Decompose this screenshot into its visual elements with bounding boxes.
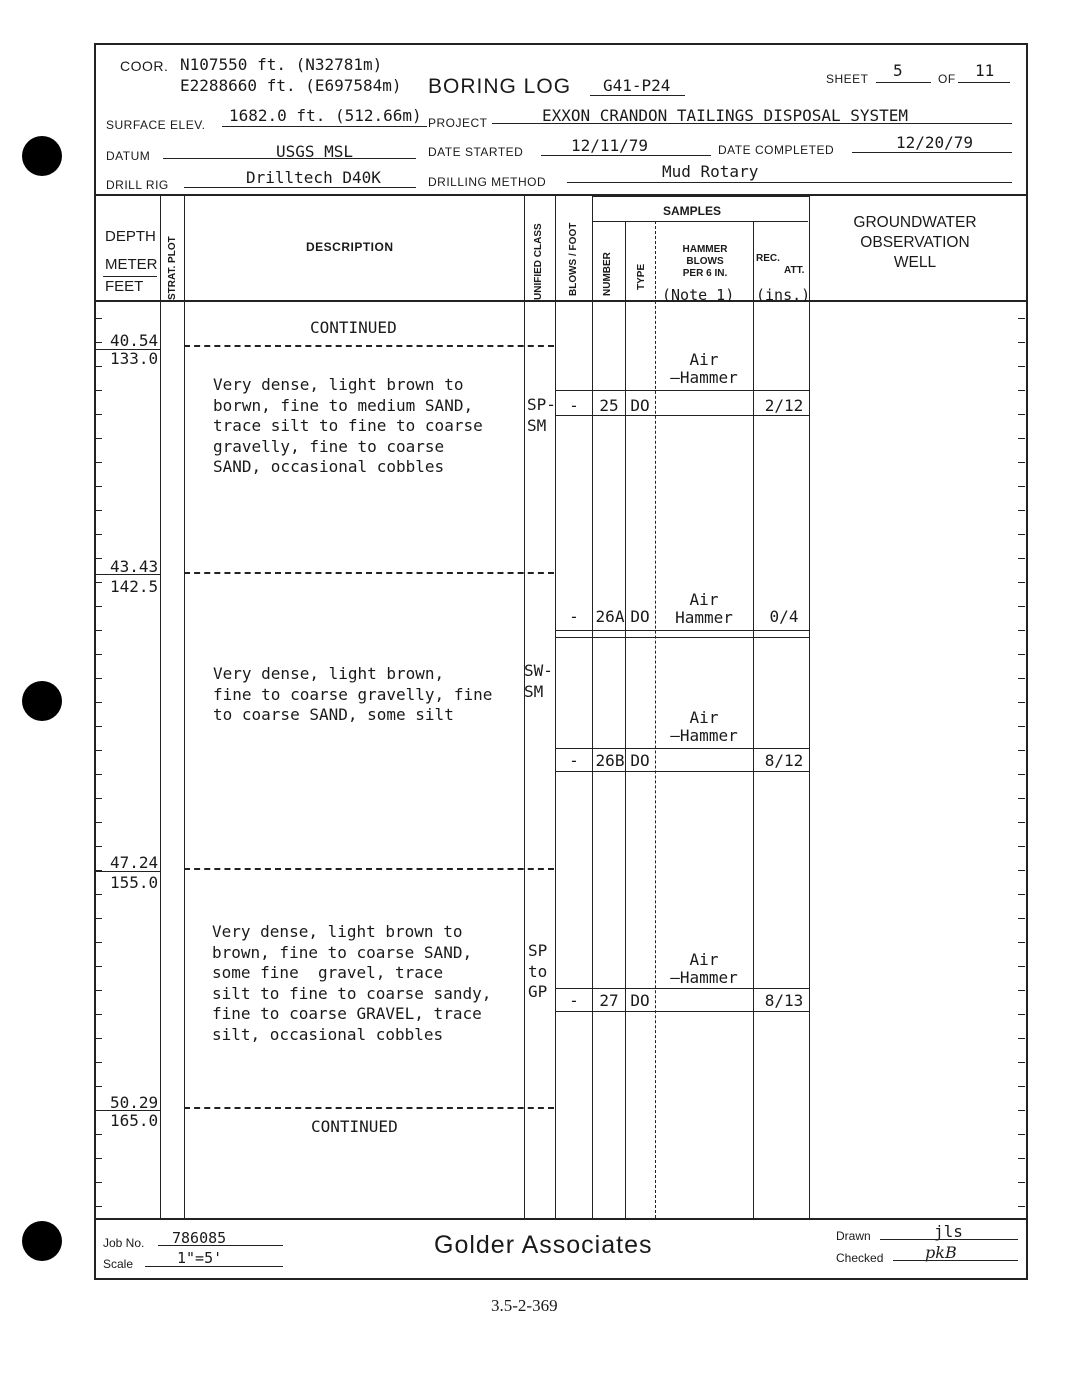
ins-ref: (ins.) <box>756 286 811 304</box>
checked-by-signature: pkB <box>925 1243 957 1262</box>
number-header: NUMBER <box>602 252 613 296</box>
depth-feet: 142.5 <box>110 577 159 596</box>
scale-tick <box>1018 1014 1025 1015</box>
feet-col-header: FEET <box>105 278 144 295</box>
scale-tick <box>1018 462 1025 463</box>
project-label: PROJECT <box>428 116 488 130</box>
coor-north: N107550 ft. (N32781m) <box>180 55 383 74</box>
scale-tick <box>95 390 102 391</box>
continued-bottom: CONTINUED <box>311 1117 398 1136</box>
blows-per-foot: - <box>569 991 579 1010</box>
scale-tick <box>95 990 102 991</box>
scale-tick <box>1018 582 1025 583</box>
hammer-blows: Air Hammer <box>675 590 733 627</box>
unified-class: SP to GP <box>528 941 548 1001</box>
page-number: 3.5-2-369 <box>491 1296 558 1315</box>
coor-east: E2288660 ft. (E697584m) <box>180 76 402 95</box>
scale-tick <box>1018 774 1025 775</box>
blows-per-foot: - <box>569 396 579 415</box>
scale-tick <box>1018 510 1025 511</box>
continued-top: CONTINUED <box>310 318 397 337</box>
hammer-blows: Air —Hammer <box>670 708 738 745</box>
blows-per-foot: - <box>569 607 579 626</box>
scale-tick <box>1018 942 1025 943</box>
of-label: OF <box>938 72 956 86</box>
scale-tick <box>1018 678 1025 679</box>
depth-feet: 133.0 <box>110 349 159 368</box>
scale-tick <box>95 1206 102 1207</box>
scale-tick <box>95 702 102 703</box>
sample-number: 26B <box>595 751 625 770</box>
scale-tick <box>95 462 102 463</box>
form-title: BORING LOG <box>428 75 572 98</box>
date-started: 12/11/79 <box>571 136 649 155</box>
recovery: 2/12 <box>764 396 804 415</box>
scale-tick <box>1018 342 1025 343</box>
scale-tick <box>1018 534 1025 535</box>
scale: 1"=5' <box>177 1249 223 1267</box>
scale-tick <box>1018 654 1025 655</box>
scale-tick <box>95 822 102 823</box>
log-id: G41-P24 <box>603 76 671 95</box>
date-completed-label: DATE COMPLETED <box>718 143 835 157</box>
scale-tick <box>95 1038 102 1039</box>
sheet-number: 5 <box>893 61 903 80</box>
scale-tick <box>95 1086 102 1087</box>
note-ref: (Note 1) <box>662 286 735 304</box>
sample-number: 26A <box>595 607 625 626</box>
scale-tick <box>95 1014 102 1015</box>
recovery: 0/4 <box>769 607 799 626</box>
meter-col-header: METER <box>105 256 158 273</box>
scale-tick <box>1018 726 1025 727</box>
recovery: 8/12 <box>764 751 804 770</box>
blows-per-foot-header: BLOWS / FOOT <box>568 222 579 296</box>
scale-tick <box>1018 750 1025 751</box>
drawn-label: Drawn <box>836 1229 871 1243</box>
drilling-method-label: DRILLING METHOD <box>428 175 547 189</box>
scale-tick <box>95 414 102 415</box>
recovery: 8/13 <box>764 991 804 1010</box>
scale-tick <box>95 726 102 727</box>
scale-tick <box>1018 366 1025 367</box>
scale-tick <box>1018 606 1025 607</box>
scale-tick <box>95 798 102 799</box>
job-label: Job No. <box>103 1236 145 1250</box>
date-completed: 12/20/79 <box>896 133 974 152</box>
scale-tick <box>95 366 102 367</box>
surface-elev-label: SURFACE ELEV. <box>106 118 206 132</box>
scale-tick <box>1018 894 1025 895</box>
scale-tick <box>1018 966 1025 967</box>
scale-tick <box>1018 1062 1025 1063</box>
scale-tick <box>95 630 102 631</box>
scale-tick <box>95 438 102 439</box>
scale-tick <box>1018 1086 1025 1087</box>
datum-label: DATUM <box>106 149 151 163</box>
scale-tick <box>95 774 102 775</box>
unified-class: SP- SM <box>527 395 556 435</box>
sample-number: 27 <box>599 991 619 1010</box>
layer-description: Very dense, light brown to borwn, fine to medium SAND, trace silt to fine to coarse gravelly, fine to coarse SAND, occasional cobbles <box>213 375 483 476</box>
sheet-label: SHEET <box>826 72 869 86</box>
samples-header: SAMPLES <box>663 204 722 218</box>
scale-tick <box>1018 870 1025 871</box>
unified-class: SW- SM <box>524 661 553 701</box>
date-started-label: DATE STARTED <box>428 145 524 159</box>
layer-description: Very dense, light brown to brown, fine to coarse SAND, some fine gravel, trace silt to fine to coarse sandy, fine to coarse GRAVEL, trace silt, occasional cobbles <box>212 922 492 1044</box>
scale-tick <box>1018 414 1025 415</box>
coor-label: COOR. <box>120 58 169 74</box>
scale-tick <box>1018 390 1025 391</box>
scale-tick <box>95 486 102 487</box>
rec-header: REC. <box>756 253 780 264</box>
checked-label: Checked <box>836 1251 884 1265</box>
scale-tick <box>95 750 102 751</box>
scale-tick <box>1018 1206 1025 1207</box>
drilling-method: Mud Rotary <box>662 162 759 181</box>
scale-tick <box>1018 1134 1025 1135</box>
scale-tick <box>95 1182 102 1183</box>
scale-tick <box>95 966 102 967</box>
scale-tick <box>1018 822 1025 823</box>
scale-tick <box>1018 1182 1025 1183</box>
scale-tick <box>1018 1158 1025 1159</box>
sample-type: DO <box>630 991 650 1010</box>
strat-plot-header: STRAT. PLOT <box>167 236 178 300</box>
sample-type: DO <box>630 751 650 770</box>
depth-feet: 155.0 <box>110 873 159 892</box>
groundwater-header: GROUNDWATER OBSERVATION WELL <box>853 214 977 271</box>
scale-tick <box>1018 318 1025 319</box>
scale-tick <box>1018 846 1025 847</box>
hammer-blows: Air —Hammer <box>670 950 738 987</box>
att-header: ATT. <box>784 265 805 276</box>
scale-label: Scale <box>103 1257 134 1271</box>
scale-tick <box>1018 990 1025 991</box>
description-header: DESCRIPTION <box>306 240 394 254</box>
depth-meter: 40.54 <box>110 331 159 350</box>
scale-tick <box>95 678 102 679</box>
depth-meter: 43.43 <box>110 557 159 576</box>
surface-elev: 1682.0 ft. (512.66m) <box>229 106 422 125</box>
scale-tick <box>95 654 102 655</box>
type-header: TYPE <box>636 263 647 290</box>
blows-per-foot: - <box>569 751 579 770</box>
hammer-blows: Air —Hammer <box>670 350 738 387</box>
sample-type: DO <box>630 607 650 626</box>
scale-tick <box>95 894 102 895</box>
scale-tick <box>95 846 102 847</box>
punch-hole <box>22 681 62 721</box>
drill-rig: Drilltech D40K <box>246 168 381 187</box>
depth-meter: 47.24 <box>110 853 159 872</box>
scale-tick <box>95 582 102 583</box>
datum: USGS MSL <box>276 142 354 161</box>
depth-col-header: DEPTH <box>105 228 156 245</box>
scale-tick <box>95 918 102 919</box>
scale-tick <box>95 534 102 535</box>
scale-tick <box>1018 630 1025 631</box>
scale-tick <box>1018 558 1025 559</box>
drawn-by: jls <box>934 1222 963 1241</box>
scale-tick <box>1018 438 1025 439</box>
punch-hole <box>22 1221 62 1261</box>
scale-tick <box>1018 798 1025 799</box>
scale-tick <box>1018 1038 1025 1039</box>
job-number: 786085 <box>172 1229 227 1247</box>
scale-tick <box>1018 702 1025 703</box>
depth-meter: 50.29 <box>110 1093 159 1112</box>
scale-tick <box>95 510 102 511</box>
scale-tick <box>95 318 102 319</box>
sheet-total: 11 <box>975 61 995 80</box>
hammer-blows-header: HAMMER BLOWS PER 6 IN. <box>682 244 728 279</box>
scale-tick <box>95 342 102 343</box>
sample-type: DO <box>630 396 650 415</box>
scale-tick <box>95 558 102 559</box>
scale-tick <box>95 942 102 943</box>
unified-class-header: UNIFIED CLASS <box>533 223 544 300</box>
project-name: EXXON CRANDON TAILINGS DISPOSAL SYSTEM <box>542 106 909 125</box>
scale-tick <box>1018 1110 1025 1111</box>
scale-tick <box>95 1158 102 1159</box>
punch-hole <box>22 136 62 176</box>
sample-number: 25 <box>599 396 619 415</box>
layer-description: Very dense, light brown, fine to coarse gravelly, fine to coarse SAND, some silt <box>213 664 493 724</box>
scale-tick <box>95 606 102 607</box>
scale-tick <box>1018 918 1025 919</box>
scale-tick <box>95 1134 102 1135</box>
scale-tick <box>95 1062 102 1063</box>
drill-rig-label: DRILL RIG <box>106 178 169 192</box>
depth-feet: 165.0 <box>110 1111 159 1130</box>
scale-tick <box>1018 486 1025 487</box>
company-name: Golder Associates <box>434 1231 653 1259</box>
